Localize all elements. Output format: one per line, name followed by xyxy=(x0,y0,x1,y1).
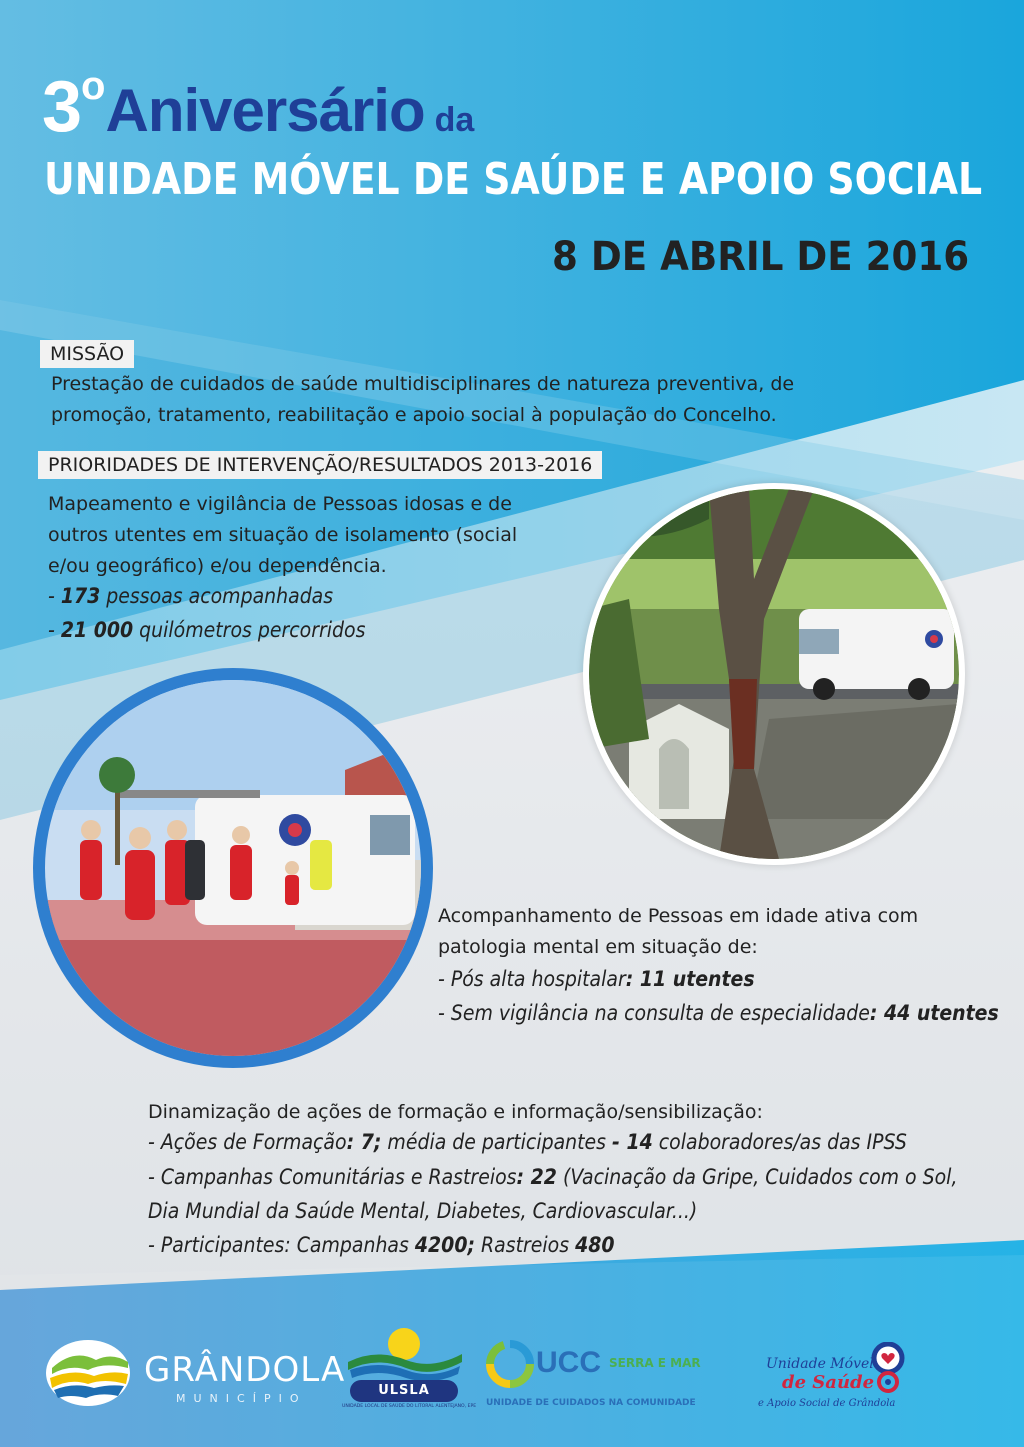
ums-line2: de Saúde xyxy=(782,1372,875,1393)
ucc-name: UCC xyxy=(536,1346,601,1379)
missao-text xyxy=(51,369,794,431)
line-value: 4200; xyxy=(414,1233,476,1257)
line-part: colaboradores/as das IPSS xyxy=(652,1130,907,1154)
stat-text: pessoas acompanhadas xyxy=(100,584,334,608)
acompanhamento-item-pos-alta xyxy=(438,963,755,996)
stat-value: 21 000 xyxy=(60,618,134,642)
line-value: 480 xyxy=(575,1233,615,1257)
dinamizacao-participantes xyxy=(148,1229,615,1262)
ucc-tagline: SERRA E MAR xyxy=(609,1356,701,1370)
stat-prefix: - xyxy=(48,584,61,608)
ucc-emblem-icon xyxy=(486,1340,534,1388)
prioridades-line: Mapeamento e vigilância de Pessoas idosas e de xyxy=(48,493,512,515)
stat-text: quilómetros percorridos xyxy=(133,618,366,642)
missao-label: MISSÃO xyxy=(40,340,134,368)
item-value: : 11 utentes xyxy=(625,967,755,991)
dinamizacao-intro: Dinamização de ações de formação e informação/sensibilização: xyxy=(148,1101,763,1123)
dinamizacao-formacao xyxy=(148,1126,907,1159)
stat-pessoas xyxy=(48,580,333,613)
dinamizacao-campanhas xyxy=(148,1161,957,1194)
ums-emblem-icon xyxy=(864,1342,910,1396)
photo-van-road xyxy=(589,489,959,859)
dinamizacao-campanhas-cont: Dia Mundial da Saúde Mental, Diabetes, Cardiovascular...) xyxy=(148,1199,698,1223)
prioridades-text xyxy=(48,489,517,582)
event-date: 8 DE ABRIL DE 2016 xyxy=(552,234,970,280)
acompanhamento-item-sem-vigilancia xyxy=(438,997,999,1030)
line-value: : 22 xyxy=(516,1165,557,1189)
ulsla-logo xyxy=(342,1324,477,1414)
photo-frame-van-people xyxy=(33,668,433,1068)
photo-van-people xyxy=(45,680,421,1056)
line-value: - 14 xyxy=(612,1130,653,1154)
line-value: : 7; xyxy=(346,1130,382,1154)
ulsla-emblem-icon xyxy=(346,1324,464,1386)
item-text: - Sem vigilância na consulta de especialidade xyxy=(438,1001,870,1025)
ums-logo xyxy=(752,1340,922,1420)
ucc-logo xyxy=(486,1340,708,1412)
title-line xyxy=(42,64,474,148)
missao-line: Prestação de cuidados de saúde multidisciplinares de natureza preventiva, de xyxy=(51,373,795,395)
ordinal-mark: o xyxy=(81,64,106,108)
line-part: Rastreios xyxy=(475,1233,576,1257)
item-text: - Pós alta hospitalar xyxy=(438,967,626,991)
line-part: (Vacinação da Gripe, Cuidados com o Sol, xyxy=(556,1165,958,1189)
stat-quilometros xyxy=(48,614,365,647)
item-value: : 44 utentes xyxy=(869,1001,999,1025)
title-connector: da xyxy=(434,101,475,139)
line-part: - Participantes: Campanhas xyxy=(148,1233,415,1257)
line-part: média de participantes xyxy=(381,1130,613,1154)
ulsla-sub: UNIDADE LOCAL DE SAÚDE DO LITORAL ALENTEJANO, EPE xyxy=(342,1404,477,1409)
grandola-emblem-icon xyxy=(44,1338,132,1408)
acompanhamento-text xyxy=(438,901,918,963)
acompanhamento-line: patologia mental em situação de: xyxy=(438,936,758,958)
stat-value: 173 xyxy=(60,584,101,608)
photo-frame-van-road xyxy=(583,483,965,865)
ulsla-name: ULSLA xyxy=(350,1380,458,1402)
line-part: - Campanhas Comunitárias e Rastreios xyxy=(148,1165,517,1189)
prioridades-line: e/ou geográfico) e/ou dependência. xyxy=(48,555,387,577)
ums-line1: Unidade Móvel xyxy=(766,1356,874,1372)
ucc-sub: UNIDADE DE CUIDADOS NA COMUNIDADE xyxy=(486,1398,696,1408)
grandola-sub: MUNICÍPIO xyxy=(176,1392,307,1405)
grandola-name: GRÂNDOLA xyxy=(144,1350,346,1390)
ums-line3: e Apoio Social de Grândola xyxy=(758,1398,896,1409)
line-part: - Ações de Formação xyxy=(148,1130,347,1154)
page-subtitle: UNIDADE MÓVEL DE SAÚDE E APOIO SOCIAL xyxy=(44,154,983,205)
acompanhamento-line: Acompanhamento de Pessoas em idade ativa com xyxy=(438,905,919,927)
stat-prefix: - xyxy=(48,618,61,642)
grandola-logo xyxy=(44,1338,346,1412)
prioridades-line: outros utentes em situação de isolamento (social xyxy=(48,524,518,546)
anniversary-word: Aniversário xyxy=(105,77,425,144)
missao-line: promoção, tratamento, reabilitação e apoio social à população do Concelho. xyxy=(51,404,777,426)
prioridades-label: PRIORIDADES DE INTERVENÇÃO/RESULTADOS 2013-2016 xyxy=(38,451,602,479)
anniversary-number: 3 xyxy=(42,67,82,147)
